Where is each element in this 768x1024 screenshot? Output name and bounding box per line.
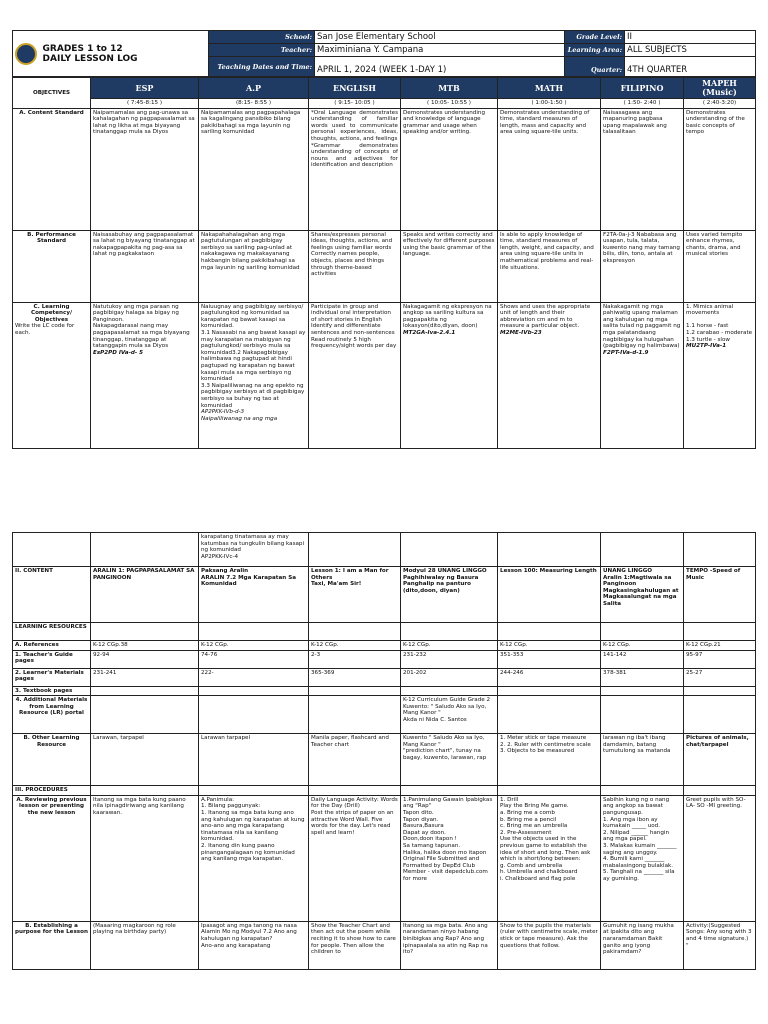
- cell: 231-241: [91, 668, 199, 686]
- cell: 141-142: [601, 650, 684, 668]
- form-title-line1: GRADES 1 to 12: [42, 43, 123, 54]
- lc-code: MT2GA-Iva-2.4.1: [403, 329, 456, 336]
- purpose-row: [13, 921, 756, 969]
- textbook-row: [13, 686, 756, 696]
- row-label: LEARNING RESOURCES: [13, 623, 91, 641]
- cell: Naipamamalas ang pag-unawa sa kahalagahan ng pagpapasalamat sa lahat ng likha at mga biyayang tinatanggap mula sa Diyos: [91, 108, 199, 230]
- cell: Is able to apply knowledge of time, standard measures of length, weight, and capacity, and area using square-tile units in mathematical problems and real-life situations.: [498, 230, 601, 302]
- cell: Sabihin kung ng o nang ang angkop sa bawat pangungusap. 1. Ang mga ibon ay kumakain _____ uod. 2. Nilipad ______ hangin ang mga papel. 3. Malakas kumain _______ saging ang unggoy. 4. Bumili kami _______ mabalasingong bulaklak. 5. Tanghali na _______ sila ay gumising.: [601, 795, 684, 921]
- subject-esp: ESP: [91, 78, 199, 99]
- cell: Shares/expresses personal ideas, thoughts, actions, and feelings using familiar words Correctly names people, objects, places and things through theme-based activities: [309, 230, 401, 302]
- teacher-value: Maximiniana Y. Campana: [315, 44, 565, 57]
- carry-over-row: [13, 533, 756, 567]
- page-1: [12, 30, 768, 449]
- cell: TEMPO -Speed of Music: [684, 567, 756, 623]
- reviewing-row: [13, 795, 756, 921]
- dates-label: Teaching Dates and Time:: [209, 57, 315, 77]
- cell: K-12 CGp.38: [91, 641, 199, 651]
- cell: Gumuhit ng isang mukha at ipakita dito ang nararamdaman Bakit ganito ang iyong pakiramdam?: [601, 921, 684, 969]
- row-label: B. Establishing a purpose for the Lesson: [13, 921, 91, 969]
- cell: Show the Teacher Chart and then act out the poem while reciting it to show how to care for people. Then allow the children to: [309, 921, 401, 969]
- time-ap: (8:15- 8:55 ): [199, 99, 309, 109]
- grade-value: II: [625, 31, 756, 44]
- row-label: A. Content Standard: [13, 108, 91, 230]
- cell: (Maaaring magkaroon ng role playing na birthday party): [91, 921, 199, 969]
- cell: Itanong sa mga bata. Ano ang narandaman ninyo habang binibigkas ang Rap? Ano ang ipinapaalala sa atin ng Rap na ito?: [401, 921, 498, 969]
- cell: Speaks and writes correctly and effectively for different purposes using the basic grammar of the language.: [401, 230, 498, 302]
- cell: 365-369: [309, 668, 401, 686]
- performance-standard-row: [13, 230, 756, 302]
- cell: 1. Drill Play the Bring Me game. a. Bring me a comb b. Bring me a pencil c. Bring me an umbrella 2. Pre-Assessment Use the objects used in the previous game to establish the idea of short and long. Then ask which is short/long between: g. Comb and umbrella h. Umbrella and chalkboard i. Chalkboard and flag pole: [498, 795, 601, 921]
- subject-filipino: FILIPINO: [601, 78, 684, 99]
- learning-area-label: Learning Area:: [565, 44, 625, 57]
- subject-ap: A.P: [199, 78, 309, 99]
- row-label: 1. Teacher's Guide pages: [13, 650, 91, 668]
- quarter-value: 4TH QUARTER: [625, 57, 756, 77]
- cell: Nakakagamit ng mga pahiwatig upang malaman ang kahulugan ng mga salita tulad ng paggamit ng mga palatandaang nagbibigay ka hulugahan (pagbibigay ng halimbawa): [603, 303, 683, 350]
- cell: 244-246: [498, 668, 601, 686]
- cell: K-12 CGp.: [498, 641, 601, 651]
- cell: F2TA-0a-j-3 Nababasa ang usapan, tula, talata, kuwento nang may tamang bilis, diin, tono, antala at ekspresyon: [601, 230, 684, 302]
- cell: Paksang Aralin ARALIN 7.2 Mga Karapatan Sa Komunidad: [199, 567, 309, 623]
- subject-math: MATH: [498, 78, 601, 99]
- row-label: II. CONTENT: [13, 567, 91, 623]
- subject-english: ENGLISH: [309, 78, 401, 99]
- content-standard-row: [13, 108, 756, 230]
- cell: 92-94: [91, 650, 199, 668]
- cell: Participate in group and individual oral interpretation of short stories in English Identify and differentiate sentences and non-sentences Read routinely 5 high frequency/sight words per day: [311, 303, 397, 350]
- teachers-guide-row: [13, 650, 756, 668]
- header-logo-title: [13, 31, 209, 77]
- lc-code: AP2PKK-IVb-d-3 Naipaliliwanag na ang mga: [201, 409, 278, 422]
- cell: Lesson 1: I am a Man for Others Taxi, Ma'am Sir!: [309, 567, 401, 623]
- cell: Uses varied tempito enhance rhymes, chants, drama, and musical stories: [684, 230, 756, 302]
- time-english: ( 9:15- 10:05 ): [309, 99, 401, 109]
- cell: Demonstrates understanding of the basic concepts of tempo: [684, 108, 756, 230]
- content-table: [12, 532, 756, 970]
- cell: 378-381: [601, 668, 684, 686]
- cell: 95-97: [684, 650, 756, 668]
- quarter-label: Quarter:: [565, 57, 625, 77]
- references-row: [13, 641, 756, 651]
- cell: Lesson 100: Measuring Length: [498, 567, 601, 623]
- time-mtb: ( 10:05- 10:55 ): [401, 99, 498, 109]
- cell: Demonstrates understanding and knowledge of language grammar and usage when speaking and/or writing.: [401, 108, 498, 230]
- school-label: School:: [209, 31, 315, 44]
- cell: K-12 CGp.21: [684, 641, 756, 651]
- learning-area-value: ALL SUBJECTS: [625, 44, 756, 57]
- row-label: 4. Additional Materials from Learning Resource (LR) portal: [13, 696, 91, 734]
- cell: Greet pupils with SO- LA- SO -MI greeting.: [684, 795, 756, 921]
- header-table: [12, 30, 756, 77]
- lc-code: MU2TP-IVa-1: [686, 343, 727, 350]
- cell: Itanong sa mga bata kung paano nila ipinagdiriwang ang kanilang kaarawan.: [91, 795, 199, 921]
- cell: Nakagagamit ng ekspresyon na angkop sa sariling kultura sa pagpapakita ng lokasyon(dito,diyan, doon): [403, 303, 494, 330]
- cell: K-12 Curriculum Guide Grade 2 Kuwento: " Saludo Ako sa Iyo, Mang Kanor " Akda ni Nida C. Santos: [401, 696, 498, 734]
- cell: 222-: [199, 668, 309, 686]
- cell: Nakapahahalagahan ang mga pagtutulungan at pagbibigay serbisyo sa sariling pag-unlad at nakakagawa ng makakayanang hakbangin bilang pakikibahagi sa mga layunin ng sariling komunidad: [199, 230, 309, 302]
- cell: Larawan, tarpapel: [91, 734, 199, 786]
- row-label: A. References: [13, 641, 91, 651]
- cell: K-12 CGp.: [199, 641, 309, 651]
- row-label: B. Performance Standard: [13, 230, 91, 302]
- cell: UNANG LINGGO Aralin 1:Magtiwala sa Panginoon Magkasingkahulugan at Magkasalungat na mga Salita: [601, 567, 684, 623]
- cell: 25-27: [684, 668, 756, 686]
- cell: 1. Mimics animal movements 1.1 horse - fast 1.2 carabao - moderate 1.3 turtle - slow: [686, 303, 753, 343]
- cell: 231-232: [401, 650, 498, 668]
- cell: Naisasagawa ang mapanuring pagbasa upang mapalawak ang talasalitaan: [601, 108, 684, 230]
- row-label: 3. Textbook pages: [13, 686, 91, 696]
- cell: 1.Panimulang Gawain Ipabigkas ang "Rap" Tapon dito. Tapon diyan. Basura,Basura Dapat ay doon. Doon,doon itapon ! Sa tamang tapunan. Halika, halika doon mo itapon Original File Submitted and Formatted by DepEd Club Member - visit depedclub.com for more: [401, 795, 498, 921]
- cell: A.Panimula: 1. Bilang paggunyak: 1. Itanong sa mga bata kung ano ang kahulugan ng karapatan at kung ano-ano ang mga karapatang tinatamasa nila sa kanilang komunidad. 2. Itanong din kung paano pinangangalagaan ng komunidad ang kanilang mga karapatan.: [199, 795, 309, 921]
- objectives-header: OBJECTIVES: [13, 78, 91, 109]
- cell: K-12 CGp.: [601, 641, 684, 651]
- subject-mtb: MTB: [401, 78, 498, 99]
- cell: Daily Language Activity: Words for the Day (Drill) Post the strips of paper on an attractive Word Wall. Five words for the day. Let's read spell and learn!: [309, 795, 401, 921]
- dates-value: APRIL 1, 2024 (WEEK 1-DAY 1): [315, 57, 565, 77]
- cell: Manila paper, flashcard and Teacher chart: [309, 734, 401, 786]
- time-filipino: ( 1:50- 2:40 ): [601, 99, 684, 109]
- time-math: ( 1:00-1:50 ): [498, 99, 601, 109]
- cell: Ipasagot ang mga tanong na nasa Alamin Mo ng Modyul 7.2 Ano ang kahulugan ng karapatan? Ano-ano ang karapatang: [199, 921, 309, 969]
- additional-materials-row: [13, 696, 756, 734]
- row-label-text: C. Learning Competency/ Objectives: [30, 303, 73, 323]
- teacher-label: Teacher:: [209, 44, 315, 57]
- row-label: III. PROCEDURES: [13, 786, 91, 796]
- lc-code: F2PT-IVa-d-1.9: [603, 349, 649, 356]
- other-resources-row: [13, 734, 756, 786]
- lc-code: M2ME-IVb-23: [500, 329, 542, 336]
- objectives-table: [12, 77, 756, 449]
- deped-seal-icon: [15, 43, 37, 65]
- cell: larawan ng iba't ibang damdamin, batang tumutulong sa matanda: [601, 734, 684, 786]
- cell: Modyul 28 UNANG LINGGO Paghihiwalay ng Basura Panghalip na panturo (dito,doon, diyan): [401, 567, 498, 623]
- time-esp: ( 7:45-8:15 ): [91, 99, 199, 109]
- learning-competency-row: [13, 302, 756, 448]
- cell: Pictures of animals, chat/tarpapel: [684, 734, 756, 786]
- cell: 2-3: [309, 650, 401, 668]
- row-label: 2. Learner's Materials pages: [13, 668, 91, 686]
- cell: *Oral Language demonstrates understanding of familiar words used to communicate personal experiences, ideas, thoughts, actions, and feelings *Grammar demonstrates understanding of concepts of nouns and adjectives for identification and description: [309, 108, 401, 230]
- learners-materials-row: [13, 668, 756, 686]
- content-row: [13, 567, 756, 623]
- cell: K-12 CGp.: [309, 641, 401, 651]
- cell: Demonstrates understanding of time, standard measures of length, mass and capacity and area using square-tile units.: [498, 108, 601, 230]
- cell: karapatang tinatamasa ay may katumbas na tungkulin bilang kasapi ng komunidad AP2PKK-IVc-4: [199, 533, 309, 567]
- grade-label: Grade Level:: [565, 31, 625, 44]
- cell: Natutukoy ang mga paraan ng pagbibigay halaga sa bigay ng Panginoon. Nakapagdarasal nang may pagpapasalamat sa mga biyayang tinanggap, tinatanggap at tatanggapin mula sa Diyos: [93, 303, 190, 350]
- lc-code: EsP2PD IVa-d- 5: [93, 349, 144, 356]
- cell: K-12 CGp.: [401, 641, 498, 651]
- cell: Naisasabuhay ang pagpapasalamat sa lahat ng biyayang tinatanggap at nakapagpapakita ng pag-asa sa lahat ng pagkakataon: [91, 230, 199, 302]
- subject-mapeh: MAPEH (Music): [684, 78, 756, 99]
- time-mapeh: ( 2:40-3:20): [684, 99, 756, 109]
- cell: Kuwento " Saludo Ako sa Iyo, Mang Kanor " "prediction chart", tunay na bagay, kuwento, larawan, rap: [401, 734, 498, 786]
- cell: Larawan tarpapel: [199, 734, 309, 786]
- row-label: A. Reviewing previous lesson or presenting the new lesson: [13, 795, 91, 921]
- cell: Naiuugnay ang pagbibigay serbisyo/ pagtulungkod ng komunidad sa karapatan ng bawat kasapi sa komunidad. 3.1 Nasasabi na ang bawat kasapi ay may karapatan na mabigyan ng pagtulungkod/ serbisyo mula sa komunidad3.2 Nakapagbibigay halimbawa ng pagtupad at hindi pagtupad ng karapatan ng bawat kasapi mula sa mga serbisyo ng komunidad 3.3 Naipaliliwanag na ang epekto ng pagbibigay serbisyo at di pagbibigay serbisyo sa buhay ng tao at komunidad: [201, 303, 306, 409]
- row-label: B. Other Learning Resource: [13, 734, 91, 786]
- cell: 201-202: [401, 668, 498, 686]
- cell: 74-76: [199, 650, 309, 668]
- cell: ARALIN 1: PAGPAPASALAMAT SA PANGINOON: [91, 567, 199, 623]
- page-2: [12, 532, 768, 970]
- form-title-line2: DAILY LESSON LOG: [42, 53, 138, 64]
- cell: Naipamamalas ang pagpapahalaga sa kagalingang pansibiko bilang pakikibahagi sa mga layunin ng sariling komunidad: [199, 108, 309, 230]
- school-value: San Jose Elementary School: [315, 31, 565, 44]
- row-sublabel: Write the LC code for each.: [15, 323, 75, 336]
- row-label: [13, 302, 91, 448]
- cell: 1. Meter stick or tape measure 2. 2. Ruler with centimetre scale 3. Objects to be measured: [498, 734, 601, 786]
- cell: Shows and uses the appropriate unit of length and their abbreviation cm and m to measure a particular object.: [500, 303, 593, 330]
- cell: 351-353: [498, 650, 601, 668]
- cell: Activity:(Suggested Songs: Any song with 3 and 4 time signature.) ": [684, 921, 756, 969]
- cell: Show to the pupils the materials (ruler with centimetre scale, meter stick or tape measure). Ask the questions that follow.: [498, 921, 601, 969]
